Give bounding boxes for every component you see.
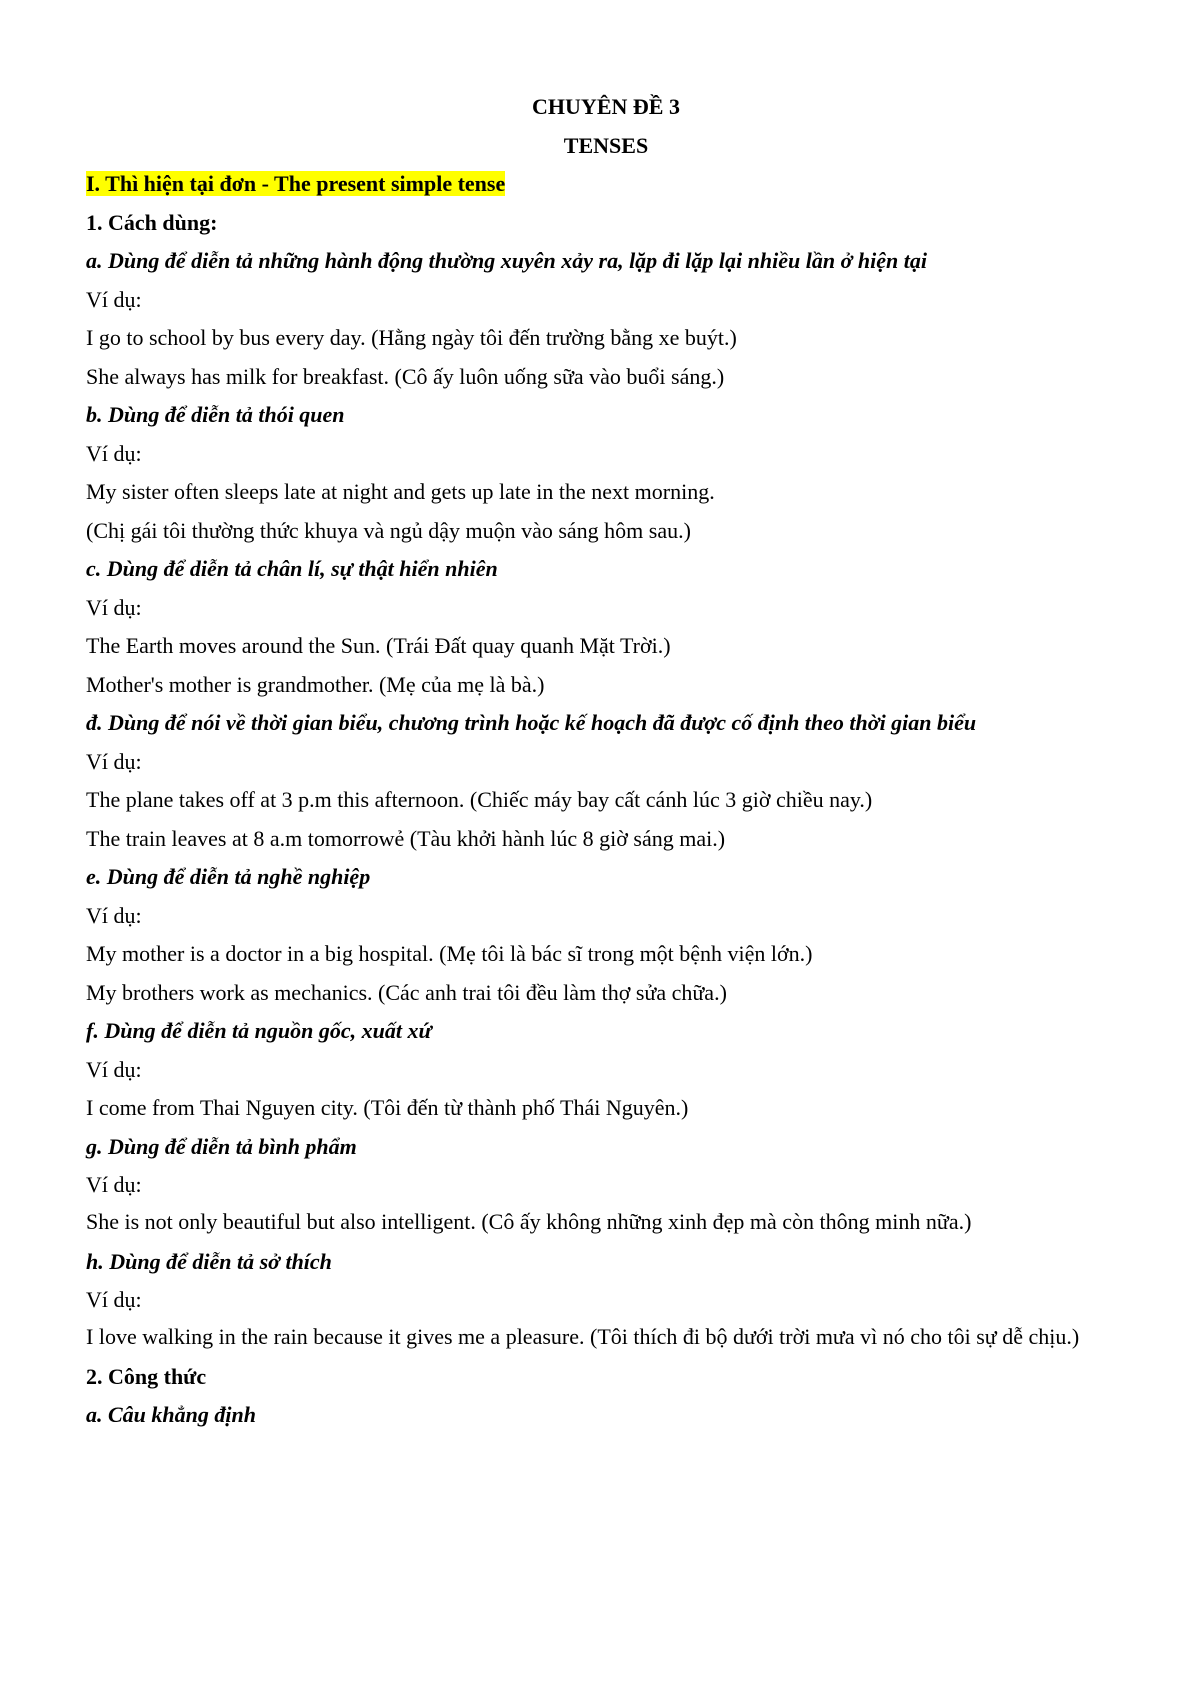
usage-block	[86, 550, 1126, 704]
example-sentence: The plane takes off at 3 p.m this afternoon. (Chiếc máy bay cất cánh lúc 3 giờ chiều nay.)	[86, 787, 873, 812]
example-sentence: I love walking in the rain because it gives me a pleasure. (Tôi thích đi bộ dưới trời mưa vì nó cho tôi sự dễ chịu.)	[86, 1323, 1080, 1349]
example-sentence: The Earth moves around the Sun. (Trái Đất quay quanh Mặt Trời.)	[86, 633, 671, 658]
example-sentence: My brothers work as mechanics. (Các anh trai tôi đều làm thợ sửa chữa.)	[86, 979, 727, 1005]
usage-heading: g. Dùng để diễn tả bình phẩm	[86, 1133, 357, 1159]
example-label: Ví dụ:	[86, 748, 142, 774]
example-sentence: (Chị gái tôi thường thức khuya và ngủ dậy muộn vào sáng hôm sau.)	[86, 517, 691, 543]
usage-block	[86, 858, 1126, 1012]
example-sentence: My mother is a doctor in a big hospital. (Mẹ tôi là bác sĩ trong một bệnh viện lớn.)	[86, 941, 813, 966]
example-label: Ví dụ:	[86, 902, 142, 928]
section-heading-highlight: I. Thì hiện tại đơn - The present simple tense	[86, 171, 506, 196]
formula-affirmative-heading: a. Câu khẳng định	[86, 1402, 256, 1427]
usage-block	[86, 242, 1126, 396]
usage-heading: h. Dùng để diễn tả sở thích	[86, 1248, 332, 1274]
example-label: Ví dụ:	[86, 440, 142, 466]
title-chuyen-de: CHUYÊN ĐỀ 3	[532, 94, 680, 119]
usage-heading: e. Dùng để diễn tả nghề nghiệp	[86, 864, 371, 889]
example-label: Ví dụ:	[86, 1287, 142, 1312]
example-sentence: My sister often sleeps late at night and gets up late in the next morning.	[86, 479, 715, 504]
title-tenses: TENSES	[563, 132, 649, 158]
usage-block	[86, 396, 1126, 550]
usage-heading: f. Dùng để diễn tả nguồn gốc, xuất xứ	[86, 1018, 432, 1043]
example-label: Ví dụ:	[86, 286, 142, 312]
example-sentence: The train leaves at 8 a.m tomorrowẻ (Tàu khởi hành lúc 8 giờ sáng mai.)	[86, 825, 726, 851]
section-heading	[86, 165, 1126, 204]
document-page	[86, 88, 1126, 1435]
example-label: Ví dụ:	[86, 1172, 142, 1197]
usage-block	[86, 704, 1126, 858]
usage-heading: b. Dùng để diễn tả thói quen	[86, 402, 345, 427]
example-sentence: Mother's mother is grandmother. (Mẹ của mẹ là bà.)	[86, 671, 545, 697]
usage-block	[86, 1128, 1126, 1238]
usage-block	[86, 1243, 1126, 1353]
example-label: Ví dụ:	[86, 594, 142, 620]
usages-list	[86, 242, 1126, 1353]
example-sentence: She is not only beautiful but also intelligent. (Cô ấy không những xinh đẹp mà còn thông minh nữa.)	[86, 1208, 972, 1234]
usage-heading: đ. Dùng để nói về thời gian biểu, chương trình hoặc kế hoạch đã được cố định theo thời gian biểu	[86, 710, 977, 735]
example-sentence: I come from Thai Nguyen city. (Tôi đến từ thành phố Thái Nguyên.)	[86, 1095, 689, 1120]
usage-heading: a. Dùng để diễn tả những hành động thường xuyên xảy ra, lặp đi lặp lại nhiều lần ở hiện tại	[86, 248, 927, 273]
subsection-formula-heading: 2. Công thức	[86, 1363, 207, 1389]
usage-heading: c. Dùng để diễn tả chân lí, sự thật hiển nhiên	[86, 556, 498, 581]
usage-block	[86, 1012, 1126, 1128]
subsection-usage-heading: 1. Cách dùng:	[86, 209, 218, 235]
example-sentence: I go to school by bus every day. (Hằng ngày tôi đến trường bằng xe buýt.)	[86, 325, 737, 350]
example-label: Ví dụ:	[86, 1056, 142, 1082]
example-sentence: She always has milk for breakfast. (Cô ấy luôn uống sữa vào buổi sáng.)	[86, 363, 725, 389]
